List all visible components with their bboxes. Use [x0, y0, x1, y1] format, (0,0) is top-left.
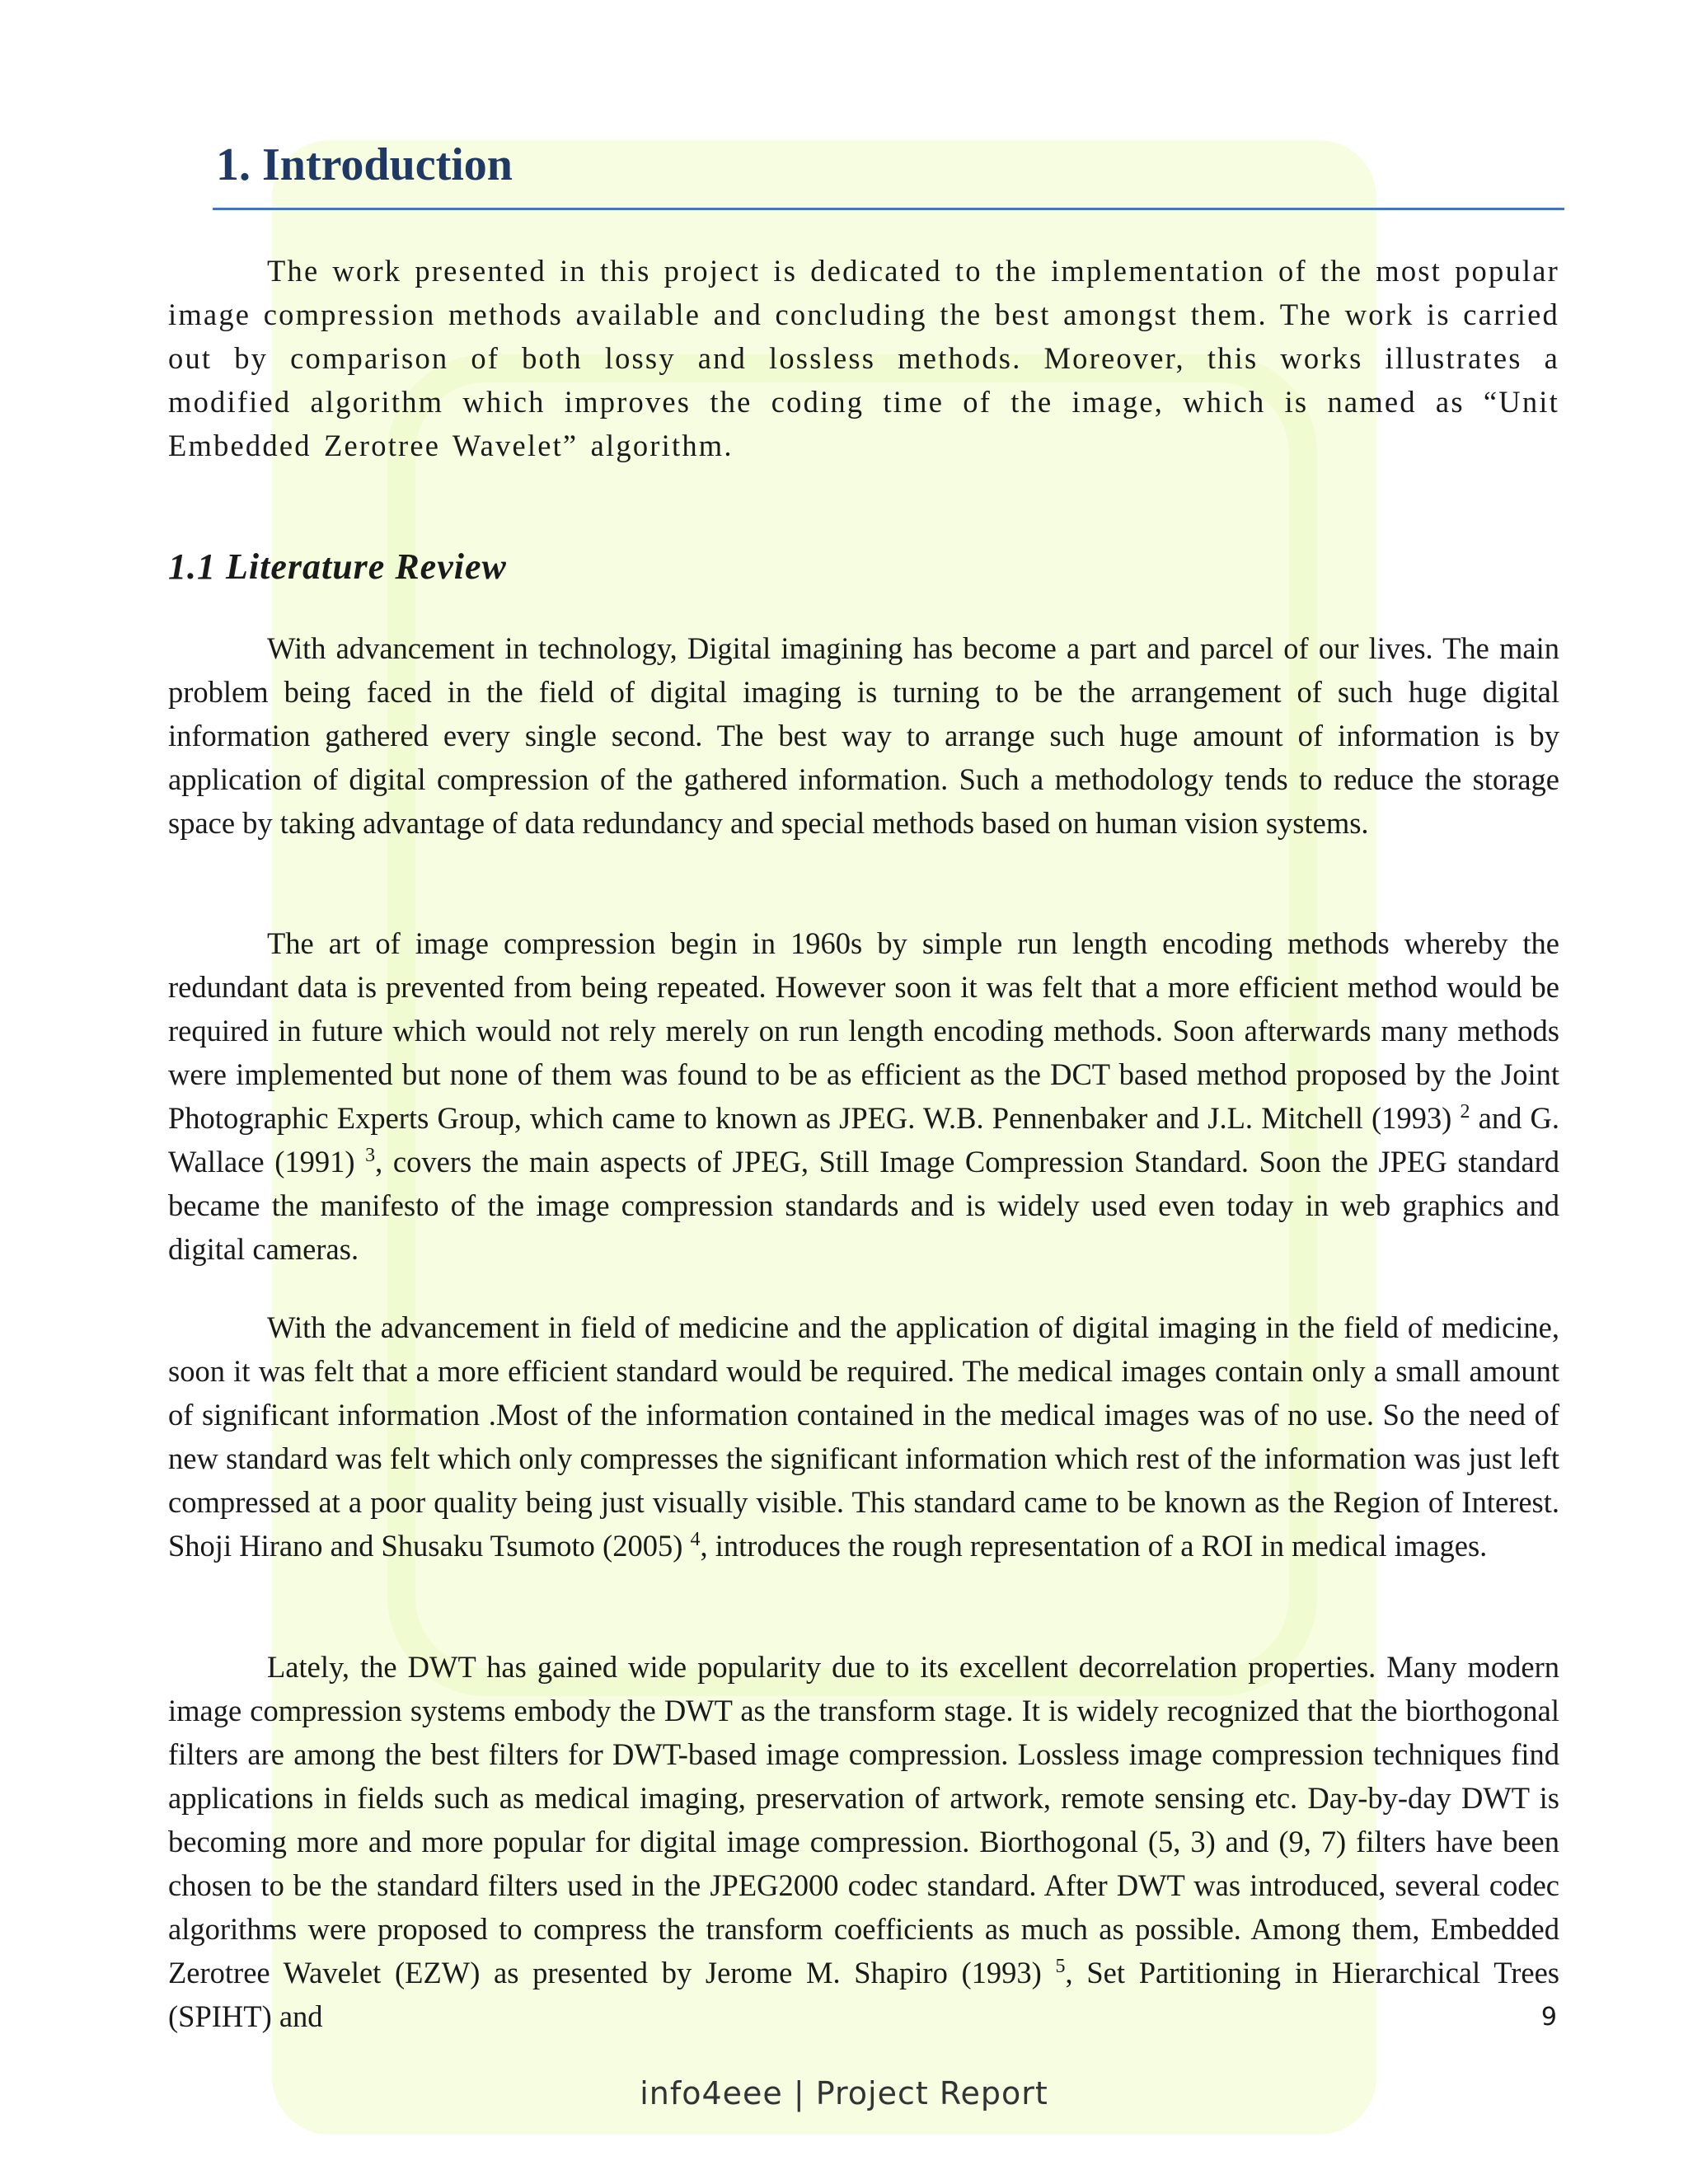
citation-ref: 2 [1460, 1100, 1470, 1122]
page-number: 9 [1540, 2003, 1557, 2032]
paragraph-2-text-c: , covers the main aspects of JPEG, Still Image Compression Standard. Soon the JPEG standard became the manifesto of the image compression standards and is widely used even today in web graphics and digital cameras. [168, 1145, 1559, 1266]
section-title: 1.1 Literature Review [168, 546, 507, 587]
paragraph-1: With advancement in technology, Digital imagining has become a part and parcel of our lives. The main problem being faced in the field of digital imaging is turning to be the arrangement of such huge digital information gathered every single second. The best way to arrange such huge amount of information is by application of digital compression of the gathered information. Such a methodology tends to reduce the storage space by taking advantage of data redundancy and special methods based on human vision systems. [168, 631, 1559, 840]
intro-paragraph: The work presented in this project is dedicated to the implementation of the most popular image compression methods available and concluding the best amongst them. The work is carried out by comparison of both lossy and lossless methods. Moreover, this works illustrates a modified algorithm which improves the coding time of the image, which is named as “Unit Embedded Zerotree Wavelet” algorithm. [168, 254, 1559, 462]
paragraph-2 [168, 921, 1559, 1271]
footer-text: info4eee | Project Report [640, 2075, 1048, 2111]
citation-ref: 3 [365, 1144, 376, 1166]
paragraph-2-text-a: The art of image compression begin in 1960s by simple run length encoding methods whereby the redundant data is prevented from being repeated. However soon it was felt that a more efficient method would be required in future which would not rely merely on run length encoding methods. Soon afterwards many methods were implemented but none of them was found to be as efficient as the DCT based method proposed by the Joint Photographic Experts Group, which came to known as JPEG. W.B. Pennenbaker and J.L. Mitchell (1993) [168, 926, 1559, 1135]
paragraph-4 [168, 1645, 1559, 2038]
paragraph-3-text-a: With the advancement in field of medicine and the application of digital imaging in the field of medicine, soon it was felt that a more efficient standard would be required. The medical images contain only a small amount of significant information .Most of the information contained in the medical images was of no use. So the need of new standard was felt which only compresses the significant information which rest of the information was just left compressed at a poor quality being just visually visible. This standard came to be known as the Region of Interest. Shoji Hirano and Shusaku Tsumoto (2005) [168, 1310, 1559, 1563]
paragraph-4-text-a: Lately, the DWT has gained wide popularity due to its excellent decorrelation properties. Many modern image compression systems embody the DWT as the transform stage. It is widely recognized that the biorthogonal filters are among the best filters for DWT-based image compression. Lossless image compression techniques find applications in fields such as medical imaging, preservation of artwork, remote sensing etc. Day-by-day DWT is becoming more and more popular for digital image compression. Biorthogonal (5, 3) and (9, 7) filters have been chosen to be the standard filters used in the JPEG2000 codec standard. After DWT was introduced, several codec algorithms were proposed to compress the transform coefficients as much as possible. Among them, Embedded Zerotree Wavelet (EZW) as presented by Jerome M. Shapiro (1993) [168, 1650, 1559, 1990]
paragraph-4-text-b: , Set Partitioning in Hierarchical Trees (SPIHT) and [168, 1956, 1559, 2033]
title-underline [213, 208, 1564, 210]
paragraph-3 [168, 1305, 1559, 1568]
citation-ref: 4 [690, 1528, 701, 1550]
paragraph-2-text-b: and G. Wallace (1991) [168, 1101, 1560, 1179]
citation-ref: 5 [1055, 1955, 1066, 1977]
chapter-title: 1. Introduction [216, 139, 513, 190]
paragraph-3-text-b: , introduces the rough representation of a ROI in medical images. [700, 1529, 1488, 1563]
